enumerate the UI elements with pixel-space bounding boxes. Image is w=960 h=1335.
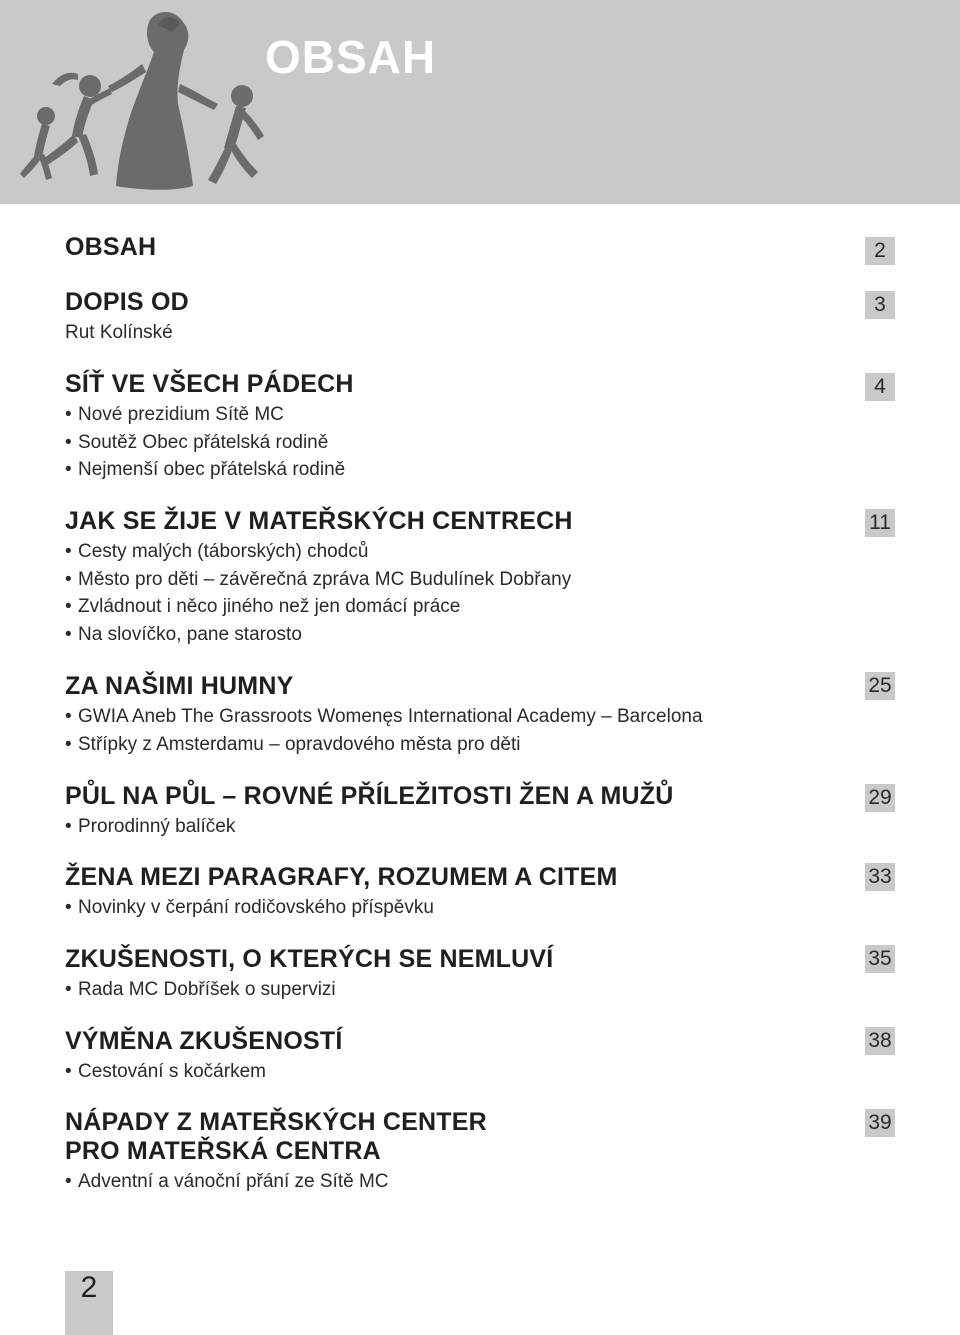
header-title: OBSAH [265,31,437,83]
family-walking-logo [8,0,278,204]
toc-section [65,672,895,758]
footer-page-box [65,1271,113,1335]
page-number-box: 25 [865,672,895,700]
list-item: • Na slovíčko, pane starosto [65,623,302,645]
list-item: • Cestování s kočárkem [65,1061,266,1082]
page-number-box: 2 [865,237,895,265]
list-item: • Rada MC Dobříšek o supervizi [65,979,336,1000]
toc-section [65,370,895,484]
footer-page-number: 2 [80,1271,98,1304]
toc-section [65,507,895,648]
page-number-box: 11 [865,509,895,537]
page-number-box: 4 [865,373,895,401]
page-number-box: 38 [865,1027,895,1055]
toc-section [65,1027,895,1086]
page-number-box: 29 [865,784,895,812]
section-title: SÍŤ VE VŠECH PÁDECH [65,370,354,398]
list-item: • Nové prezidium Sítě MC [65,404,284,425]
page-number-box: 35 [865,945,895,973]
list-item: • Nejmenší obec přátelská rodině [65,459,346,480]
section-title: NÁPADY Z MATEŘSKÝCH CENTER PRO MATEŘSKÁ CENTRA [65,1108,487,1165]
header-banner [0,0,960,204]
page-number-box: 33 [865,863,895,891]
section-title: PŮL NA PŮL – ROVNÉ PŘÍLEŽITOSTI ŽEN A MUŽŮ [65,782,674,810]
list-item: • Soutěž Obec přátelská rodině [65,431,329,453]
list-item: • Střípky z Amsterdamu – opravdového města pro děti [65,733,521,755]
list-item: • Adventní a vánoční přání ze Sítě MC [65,1171,389,1192]
section-title: JAK SE ŽIJE V MATEŘSKÝCH CENTRECH [65,507,573,535]
section-title: OBSAH [65,233,157,261]
toc-section [65,945,895,1004]
page-number-box: 39 [865,1109,895,1137]
toc-section [65,863,895,922]
section-title: ŽENA MEZI PARAGRAFY, ROZUMEM A CITEM [65,863,618,891]
section-title: VÝMĚNA ZKUŠENOSTÍ [65,1027,343,1055]
list-item: • GWIA Aneb The Grassroots Womenęs International Academy – Barcelona [65,706,703,727]
toc-section [65,782,895,841]
list-item: • Cesty malých (táborských) chodců [65,541,369,562]
section-title: ZA NAŠIMI HUMNY [65,672,294,700]
section-title: ZKUŠENOSTI, O KTERÝCH SE NEMLUVÍ [65,945,554,973]
section-title: DOPIS OD [65,288,189,316]
list-item: • Zvládnout i něco jiného než jen domácí práce [65,596,461,617]
toc-section [65,288,895,346]
list-item: • Prorodinný balíček [65,816,236,837]
toc-section [65,233,895,262]
list-item: • Město pro děti – závěrečná zpráva MC Budulínek Dobřany [65,568,572,590]
toc-section [65,1108,895,1196]
list-item: • Novinky v čerpání rodičovského příspěvku [65,897,434,918]
section-author: Rut Kolínské [65,322,173,343]
page-number-box: 3 [865,291,895,319]
